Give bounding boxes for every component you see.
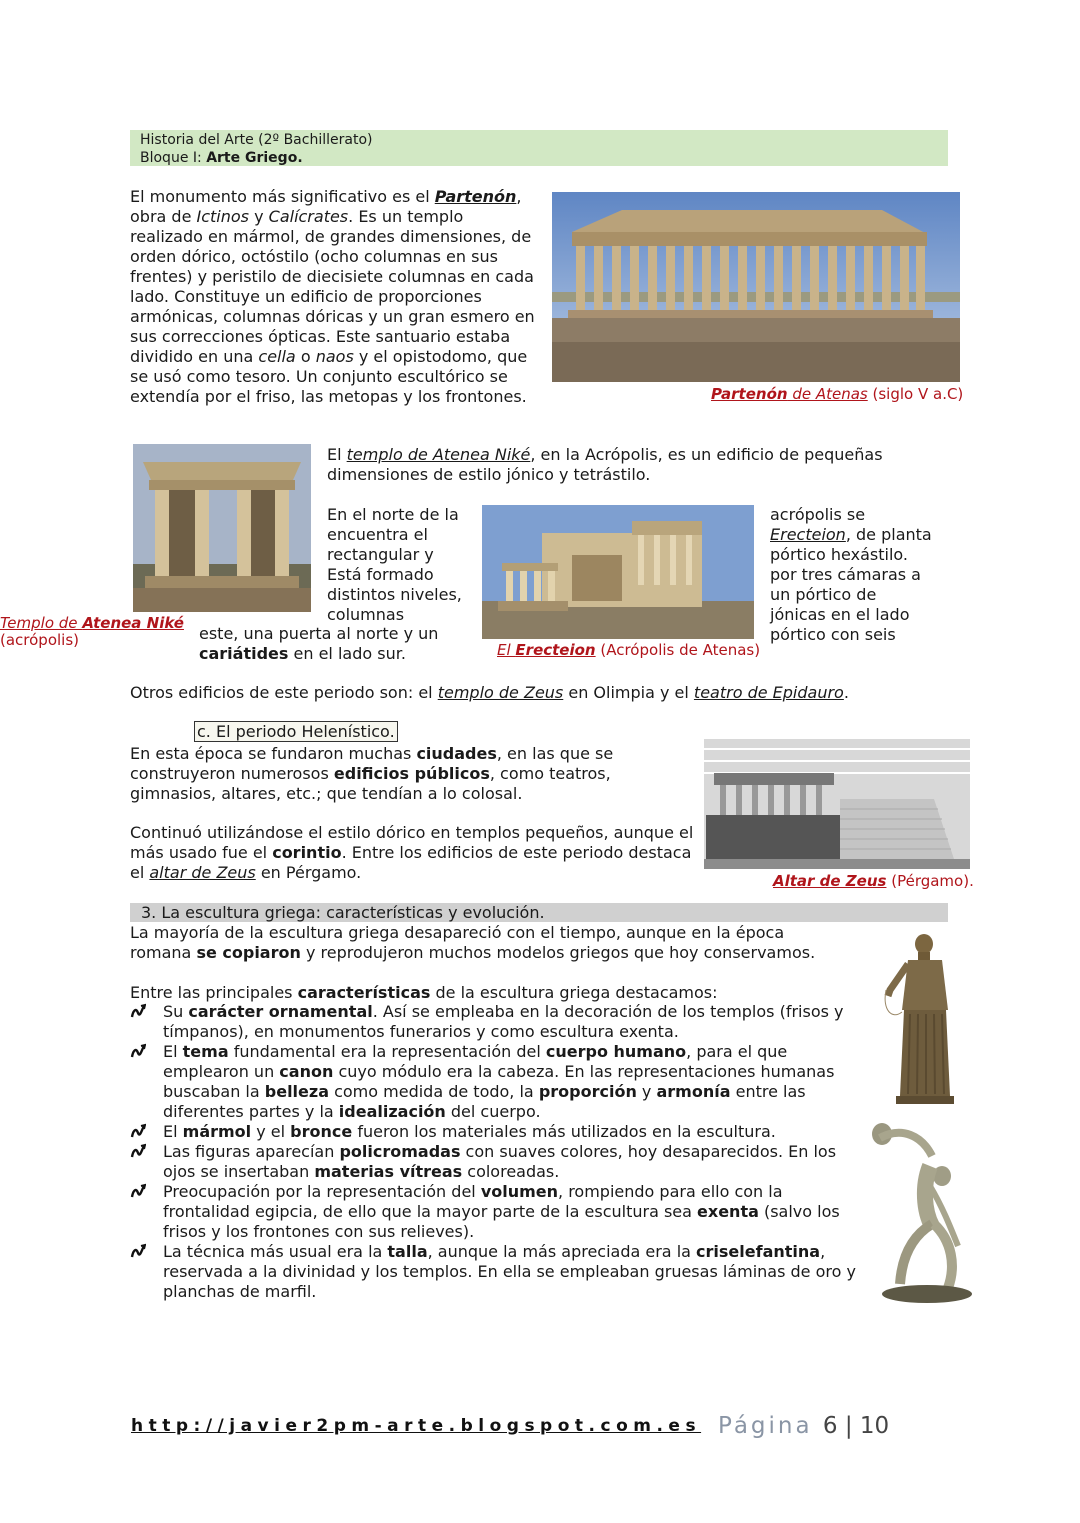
erecteion-link[interactable]: Erecteion [770,525,846,544]
atenea-nike-paragraph: El templo de Atenea Niké, en la Acrópolis, es un edificio de pequeñas dimensiones de estilo jónico y tetrástilo. [327,445,883,484]
list-item: Las figuras aparecían policromadas con suaves colores, hoy desaparecidos. En los ojos se insertaban materias vítreas coloreadas. [130,1142,860,1182]
erecteion-right-text: acrópolis se Erecteion, de planta pórtico hexástilo. por tres cámaras a un pórtico de jónicas en el lado pórtico con seis [770,505,932,644]
bullet-arrow-icon [130,1143,146,1159]
auriga-statue-photo [862,930,986,1106]
escultura-intro: La mayoría de la escultura griega desapareció con el tiempo, aunque en la época romana se copiaron y reprodujeron muchos modelos griegos que hoy conservamos. [130,923,816,962]
templo-zeus-link[interactable]: templo de Zeus [437,683,564,702]
list-item: Preocupación por la representación del volumen, rompiendo para ello con la frontalidad egipcia, de ello que la mayor parte de la escultura sea exenta (salvo los frisos y los frontones con sus relieves). [130,1182,860,1242]
altar-zeus-caption: Altar de Zeus (Pérgamo). [773,872,974,890]
partenon-caption: Partenón de Atenas (siglo V a.C) [711,385,964,403]
bullet-arrow-icon [130,1183,146,1199]
otros-edificios-paragraph: Otros edificios de este periodo son: el templo de Zeus en Olimpia y el teatro de Epidauro. [130,683,849,702]
caracteristicas-list [130,1002,860,1302]
bullet-arrow-icon [130,1123,146,1139]
course-title: Historia del Arte (2º Bachillerato) [140,132,373,148]
escultura-lead: Entre las principales características de la escultura griega destacamos: [130,983,718,1002]
footer-url[interactable]: http://javier2pm-arte.blogspot.com.es [131,1416,702,1436]
helenistico-paragraph-2: Continuó utilizándose el estilo dórico en templos pequeños, aunque el más usado fue el corintio. Entre los edificios de este periodo destaca el altar de Zeus en Pérgamo. [130,823,694,882]
footer-page-number: Página 6 | 10 [718,1413,890,1439]
bullet-arrow-icon [130,1243,146,1259]
block-title: Bloque I: Arte Griego. [140,150,303,166]
erecteion-photo [482,505,754,639]
helenistico-heading: c. El periodo Helenístico. [194,722,398,742]
list-item: El tema fundamental era la representación del cuerpo humano, para el que emplearon un canon cuyo módulo era la cabeza. En las representaciones humanas buscaban la belleza como medida de todo, la proporción y armonía entre las diferentes partes y la idealización del cuerpo. [130,1042,860,1122]
atenea-nike-photo [133,444,311,612]
partenon-paragraph: El monumento más significativo es el Partenón, obra de Ictinos y Calícrates. Es un templo realizado en mármol, de grandes dimensiones, de orden dórico, octóstilo (ocho columnas en sus frentes) y peristilo de diecisiete columnas en cada lado. Constituye un edificio de proporciones armónicas, columnas dóricas y un gran esmero en sus correcciones ópticas. Este santuario estaba dividido en una cella o naos y el opistodomo, que se usó como tesoro. Un conjunto escultórico se extendía por el friso, las metopas y los frontones. [130,187,535,406]
atenea-nike-caption: Templo de Atenea Niké (acrópolis) [0,614,184,649]
discobolo-statue-photo [872,1116,982,1306]
list-item: El mármol y el bronce fueron los materiales más utilizados en la escultura. [130,1122,860,1142]
escultura-section-bar: 3. La escultura griega: características y evolución. [130,903,948,922]
list-item: La técnica más usual era la talla, aunque la más apreciada era la criselefantina, reservada a la divinidad y los templos. En ella se empleaban gruesas láminas de oro y planchas de marfil. [130,1242,860,1302]
bullet-arrow-icon [130,1003,146,1019]
erecteion-bottom-text: este, una puerta al norte y un cariátides en el lado sur. [199,624,439,663]
erecteion-caption: El Erecteion (Acrópolis de Atenas) [497,641,761,659]
partenon-link[interactable]: Partenón [434,187,517,206]
list-item: Su carácter ornamental. Así se empleaba en la decoración de los templos (frisos y tímpanos), en monumentos funerarios y como escultura exenta. [130,1002,860,1042]
teatro-epidauro-link[interactable]: teatro de Epidauro [693,683,844,702]
partenon-photo [552,192,960,382]
altar-zeus-photo [704,739,970,869]
atenea-nike-link[interactable]: templo de Atenea Niké [346,445,531,464]
helenistico-paragraph-1: En esta época se fundaron muchas ciudades, en las que se construyeron numerosos edificios públicos, como teatros, gimnasios, altares, etc.; que tendían a lo colosal. [130,744,614,803]
header-banner [130,130,948,166]
altar-zeus-link[interactable]: altar de Zeus [149,863,256,882]
erecteion-left-text: En el norte de la encuentra el rectangular y Está formado distintos niveles, columnas [327,505,462,624]
bullet-arrow-icon [130,1043,146,1059]
